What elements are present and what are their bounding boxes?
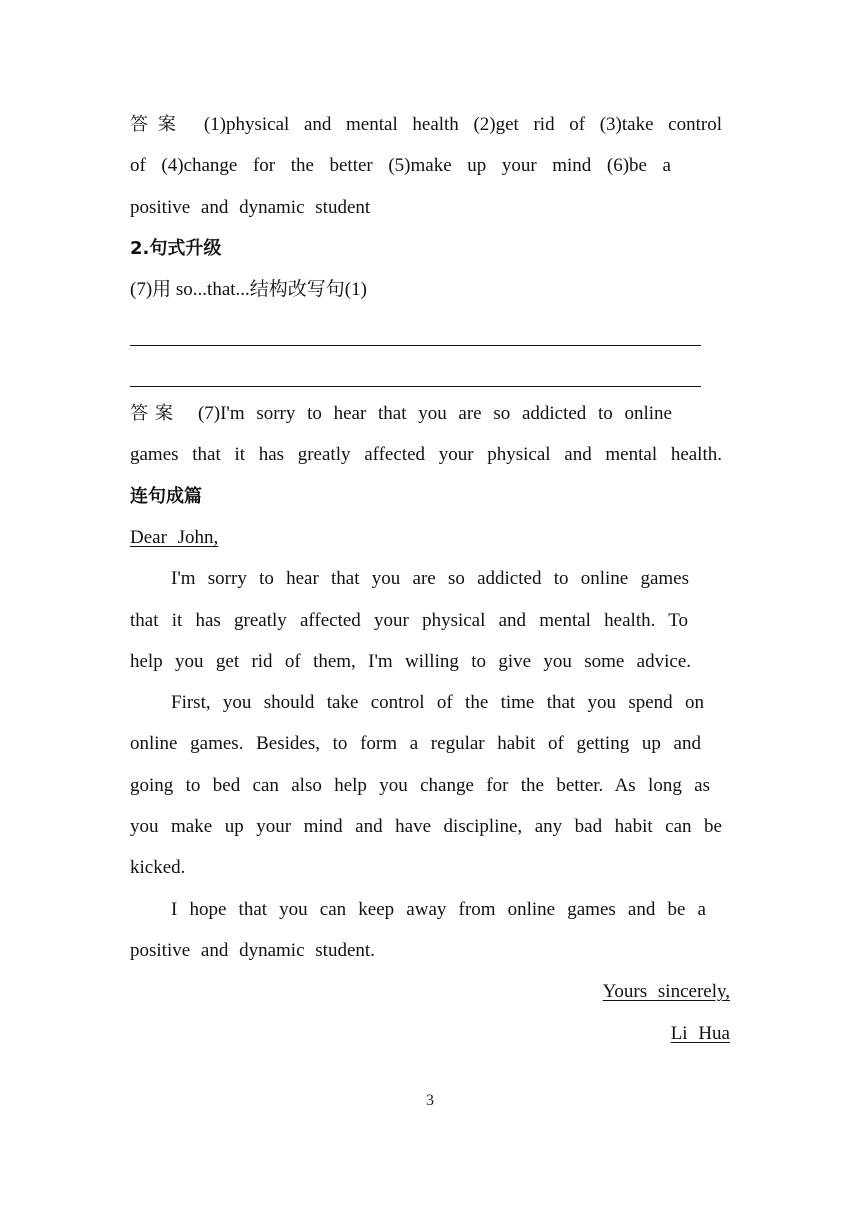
section-2-title: 2.句式升级	[130, 237, 222, 259]
essay-salutation	[130, 517, 722, 558]
essay-signature	[130, 1013, 730, 1054]
blank-rule	[130, 386, 701, 387]
answer-blank-line-2[interactable]	[130, 352, 722, 393]
answer-2-line-1	[130, 393, 672, 434]
blank-rule	[130, 345, 701, 346]
essay-line: help you get rid of them, I'm willing to give you some advice.	[130, 650, 691, 672]
page-number: 3	[426, 1092, 434, 1109]
salutation-text: Dear John,	[130, 526, 219, 548]
closing-text: Yours sincerely,	[602, 981, 730, 1003]
essay-line: I'm sorry to hear that you are so addicted to online games	[171, 568, 689, 590]
signature-text: Li Hua	[670, 1022, 730, 1044]
essay-line: that it has greatly affected your physical and mental health. To	[130, 609, 688, 631]
answer-1-line-1	[130, 104, 722, 145]
answer-1-line-2: of (4)change for the better (5)make up your mind (6)be a	[130, 155, 671, 177]
essay-line: First, you should take control of the time that you spend on	[171, 692, 704, 714]
essay-line: online games. Besides, to form a regular habit of getting up and	[130, 733, 701, 755]
answer-2-line-2: games that it has greatly affected your physical and mental health.	[130, 444, 722, 466]
essay-line: going to bed can also help you change for the better. As long as	[130, 774, 710, 796]
essay-closing	[130, 971, 730, 1012]
essay-line: you make up your mind and have discipline, any bad habit can be	[130, 816, 722, 838]
answer-2-text-1: (7)I'm sorry to hear that you are so addicted to online	[197, 403, 672, 425]
answer-1-line-3: positive and dynamic student	[130, 196, 371, 218]
essay-heading: 连句成篇	[130, 485, 202, 507]
answer-label: 答案	[130, 403, 180, 425]
essay-line: positive and dynamic student.	[130, 939, 375, 961]
answer-label: 答案	[130, 114, 186, 135]
answer-blank-line-1[interactable]	[130, 310, 722, 351]
answer-1-text-1: (1)physical and mental health (2)get rid of (3)take control	[203, 114, 722, 135]
essay-line: kicked.	[130, 857, 186, 879]
essay-line: I hope that you can keep away from online games and be a	[171, 898, 706, 920]
document-page	[130, 104, 730, 1054]
section-2-task: (7)用 so...that...结构改写句(1)	[130, 279, 367, 301]
